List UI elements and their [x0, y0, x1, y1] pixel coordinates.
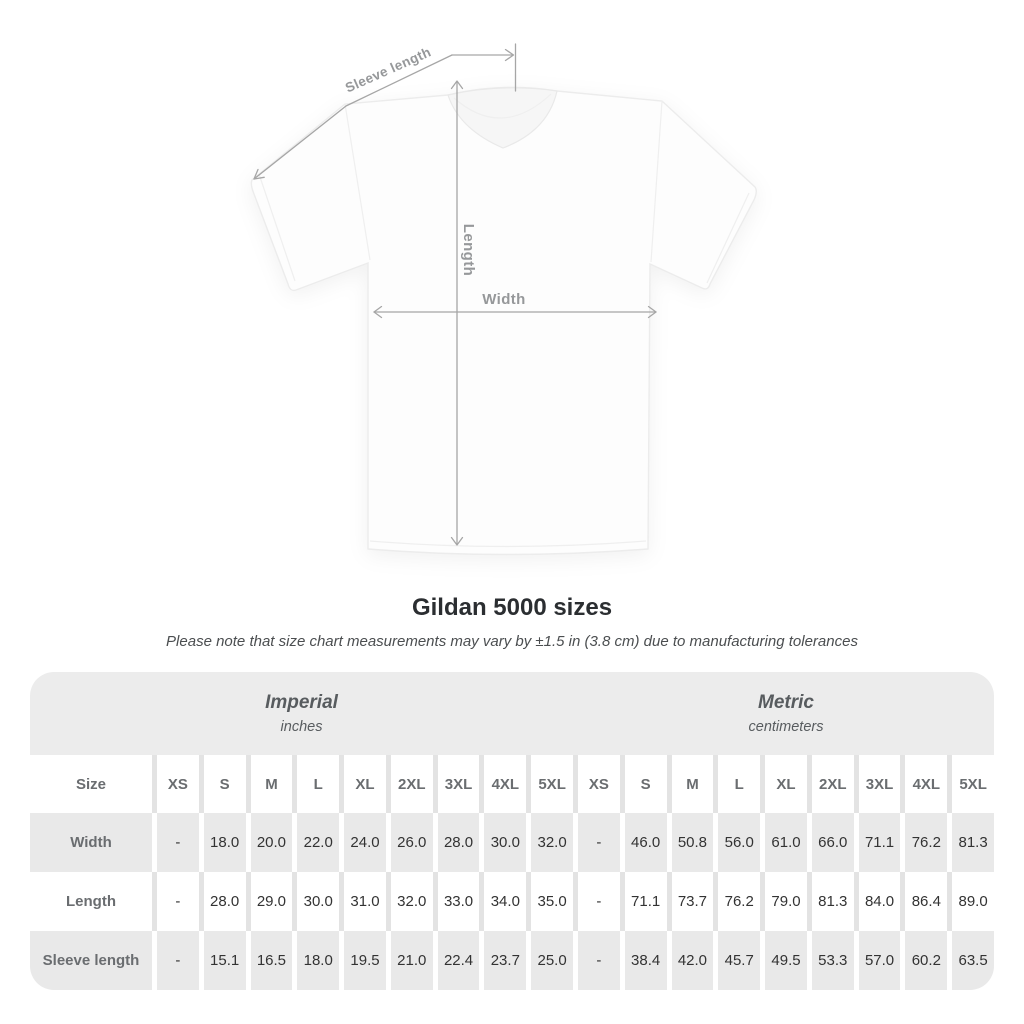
imperial-value: 30.0 — [297, 872, 339, 931]
metric-value: 46.0 — [625, 813, 667, 872]
length-label: Length — [460, 223, 477, 277]
imperial-value: 32.0 — [531, 813, 573, 872]
imperial-value: 20.0 — [251, 813, 293, 872]
measurement-row-width — [30, 813, 994, 872]
metric-value: 53.3 — [812, 931, 854, 990]
imperial-unit-header — [30, 672, 573, 755]
metric-value: 76.2 — [905, 813, 947, 872]
metric-title: Metric — [758, 692, 814, 713]
sleeve-length-label: Sleeve length — [342, 44, 434, 96]
size-col-imperial-4xl: 4XL — [484, 755, 526, 813]
size-col-metric-s: S — [625, 755, 667, 813]
imperial-value: - — [157, 931, 199, 990]
page-title: Gildan 5000 sizes — [411, 594, 613, 621]
imperial-value: 15.1 — [204, 931, 246, 990]
metric-value: 66.0 — [812, 813, 854, 872]
imperial-value: 34.0 — [484, 872, 526, 931]
imperial-value: 25.0 — [531, 931, 573, 990]
imperial-value: 28.0 — [438, 813, 480, 872]
metric-value: 86.4 — [905, 872, 947, 931]
size-col-metric-5xl: 5XL — [952, 755, 994, 813]
metric-value: - — [578, 872, 620, 931]
metric-value: 49.5 — [765, 931, 807, 990]
width-label: Width — [482, 291, 526, 308]
imperial-value: 33.0 — [438, 872, 480, 931]
imperial-value: 22.0 — [297, 813, 339, 872]
size-header-row — [30, 755, 994, 813]
size-col-metric-2xl: 2XL — [812, 755, 854, 813]
metric-value: 38.4 — [625, 931, 667, 990]
imperial-value: - — [157, 872, 199, 931]
size-chart-table — [30, 672, 994, 990]
size-col-metric-4xl: 4XL — [905, 755, 947, 813]
metric-value: 57.0 — [859, 931, 901, 990]
metric-value: 71.1 — [625, 872, 667, 931]
row-label: Sleeve length — [30, 931, 152, 990]
row-label: Length — [30, 872, 152, 931]
metric-value: 45.7 — [718, 931, 760, 990]
metric-value: 81.3 — [812, 872, 854, 931]
imperial-value: 35.0 — [531, 872, 573, 931]
size-col-metric-3xl: 3XL — [859, 755, 901, 813]
size-col-imperial-5xl: 5XL — [531, 755, 573, 813]
metric-value: - — [578, 931, 620, 990]
unit-header-band — [30, 672, 994, 755]
imperial-value: 28.0 — [204, 872, 246, 931]
imperial-value: 32.0 — [391, 872, 433, 931]
imperial-value: 30.0 — [484, 813, 526, 872]
metric-value: 73.7 — [672, 872, 714, 931]
imperial-value: 18.0 — [297, 931, 339, 990]
size-col-imperial-m: M — [251, 755, 293, 813]
metric-value: 84.0 — [859, 872, 901, 931]
imperial-value: 24.0 — [344, 813, 386, 872]
size-col-imperial-s: S — [204, 755, 246, 813]
metric-value: 76.2 — [718, 872, 760, 931]
table-body — [30, 755, 994, 990]
tolerance-note: Please note that size chart measurements may vary by ±1.5 in (3.8 cm) due to manufacturing tolerances — [166, 633, 858, 650]
imperial-value: 23.7 — [484, 931, 526, 990]
imperial-value: 16.5 — [251, 931, 293, 990]
size-col-metric-l: L — [718, 755, 760, 813]
measurement-row-length — [30, 872, 994, 931]
tshirt-illustration — [251, 87, 756, 554]
imperial-value: 21.0 — [391, 931, 433, 990]
size-col-metric-xl: XL — [765, 755, 807, 813]
size-col-imperial-xl: XL — [344, 755, 386, 813]
metric-value: 60.2 — [905, 931, 947, 990]
size-col-imperial-2xl: 2XL — [391, 755, 433, 813]
imperial-value: 22.4 — [438, 931, 480, 990]
size-header-label: Size — [30, 755, 152, 813]
imperial-value: 18.0 — [204, 813, 246, 872]
row-label: Width — [30, 813, 152, 872]
metric-value: - — [578, 813, 620, 872]
measurement-row-sleeve-length — [30, 931, 994, 990]
size-col-metric-m: M — [672, 755, 714, 813]
metric-value: 63.5 — [952, 931, 994, 990]
metric-value: 81.3 — [952, 813, 994, 872]
metric-value: 50.8 — [672, 813, 714, 872]
metric-value: 42.0 — [672, 931, 714, 990]
metric-value: 61.0 — [765, 813, 807, 872]
imperial-value: - — [157, 813, 199, 872]
imperial-value: 19.5 — [344, 931, 386, 990]
imperial-value: 31.0 — [344, 872, 386, 931]
metric-value: 79.0 — [765, 872, 807, 931]
imperial-title: Imperial — [265, 692, 338, 713]
imperial-value: 26.0 — [391, 813, 433, 872]
tshirt-body — [251, 87, 756, 554]
imperial-unit: inches — [280, 719, 323, 735]
metric-unit-header — [578, 672, 994, 755]
size-col-imperial-l: L — [297, 755, 339, 813]
size-col-imperial-3xl: 3XL — [438, 755, 480, 813]
metric-value: 56.0 — [718, 813, 760, 872]
metric-unit: centimeters — [748, 719, 824, 735]
size-col-imperial-xs: XS — [157, 755, 199, 813]
metric-value: 71.1 — [859, 813, 901, 872]
size-col-metric-xs: XS — [578, 755, 620, 813]
metric-value: 89.0 — [952, 872, 994, 931]
imperial-value: 29.0 — [251, 872, 293, 931]
